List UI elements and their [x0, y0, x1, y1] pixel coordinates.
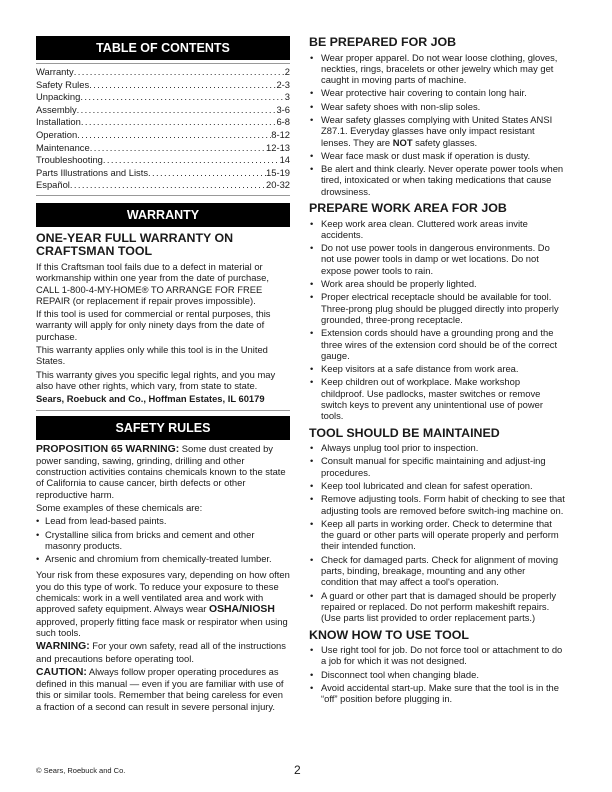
toc-page: 8-12 — [271, 128, 290, 140]
toc-entry[interactable] — [36, 104, 290, 117]
copyright: © Sears, Roebuck and Co. — [36, 766, 126, 775]
list-item: • Check for damaged parts. Check for alignment of moving parts, binding, breakage, mounting and any other condition that may affect a tool's operation. — [309, 554, 565, 588]
prop65-label: PROPOSITION 65 WARNING: — [36, 443, 180, 455]
toc-page: 2 — [284, 66, 290, 77]
examples-list — [36, 515, 290, 564]
list-item: • Consult manual for specific maintaining and adjust-ing procedures. — [309, 455, 565, 478]
warranty-paragraph: This warranty gives you specific legal rights, and you may also have other rights, which vary, from state to state. — [36, 368, 276, 391]
toc-label: Español — [36, 179, 70, 191]
caution-paragraph — [36, 666, 290, 712]
safety-title: SAFETY RULES — [36, 416, 290, 440]
prop65-warning — [36, 443, 290, 500]
toc-entry[interactable] — [36, 129, 290, 142]
list-item: • Avoid accidental start-up. Make sure that the tool is in the “off” position before plugging in. — [309, 682, 565, 705]
list-item: • A guard or other part that is damaged should be properly repaired or replaced. Do not perform makeshift repairs. (Use parts list provided to order replacement parts.) — [309, 590, 565, 624]
toc-entry[interactable] — [36, 154, 290, 167]
dot-leader — [77, 104, 277, 117]
warranty-paragraph: If this tool is used for commercial or rental purposes, this warranty will apply for only ninety days from the date of purchase. — [36, 308, 271, 342]
dot-leader — [74, 66, 285, 79]
toc-label: Installation — [36, 116, 81, 128]
glasses-text: Wear safety glasses complying with United States ANSI Z87.1. Everyday glasses have only impact resistant lenses. They are — [321, 113, 553, 148]
not-emphasis: NOT — [392, 136, 413, 148]
toc-entry[interactable] — [36, 142, 290, 155]
list-item: • Do not use power tools in dangerous environments. Do not use power tools in damp or wet locations. Do not expose power tools to rain. — [309, 242, 565, 276]
examples-intro: Some examples of these chemicals are: — [36, 501, 203, 513]
dot-leader — [89, 79, 276, 92]
dot-leader — [148, 167, 266, 180]
warranty-title: WARRANTY — [36, 203, 290, 227]
toc-page: 15-19 — [266, 166, 290, 178]
list-item: • Disconnect tool when changing blade. — [309, 669, 565, 680]
list-item: • Work area should be properly lighted. — [309, 278, 565, 289]
list-item: • Proper electrical receptacle should be available for tool. Three-prong plug should be plugged directly into properly grounded, three-prong receptacle. — [309, 291, 565, 325]
know-how-heading: KNOW HOW TO USE TOOL — [309, 627, 469, 642]
toc-label: Unpacking — [36, 91, 81, 103]
toc-page: 14 — [279, 154, 290, 166]
toc-entry[interactable] — [36, 167, 290, 180]
be-prepared-heading: BE PREPARED FOR JOB — [309, 35, 457, 49]
warning-paragraph — [36, 640, 290, 664]
toc-label: Safety Rules — [36, 78, 90, 90]
toc-page: 20-32 — [266, 179, 290, 191]
toc-page: 12-13 — [266, 141, 290, 153]
divider — [36, 410, 290, 411]
toc-entry[interactable] — [36, 66, 290, 79]
dot-leader — [77, 129, 271, 142]
caution-text: Always follow proper operating procedures as defined in this manual — even if you are familiar with use of this or similar tools. Remember that being careless for even a fraction of a second can result in severe personal injury. — [36, 665, 284, 712]
work-area-heading: PREPARE WORK AREA FOR JOB — [309, 201, 507, 216]
toc-entry[interactable] — [36, 116, 290, 129]
toc-entry[interactable] — [36, 91, 290, 104]
list-item: • Wear safety shoes with non-slip soles. — [309, 101, 565, 112]
toc-label: Troubleshooting — [36, 154, 103, 166]
list-item: • Lead from lead-based paints. — [36, 515, 290, 526]
warranty-heading: ONE-YEAR FULL WARRANTY ON CRAFTSMAN TOOL — [36, 230, 234, 259]
glasses-text: safety glasses. — [412, 136, 478, 148]
list-item: • Remove adjusting tools. Form habit of checking to see that adjusting tools are removed before switch-ing machine on. — [309, 493, 565, 516]
toc-label: Parts Illustrations and Lists — [36, 166, 149, 178]
toc-label: Maintenance — [36, 141, 90, 153]
be-prepared-list — [309, 52, 565, 198]
list-item: • Wear face mask or dust mask if operation is dusty. — [309, 150, 565, 161]
list-item: • Wear protective hair covering to contain long hair. — [309, 87, 565, 98]
warning-label: WARNING: — [36, 641, 90, 653]
toc-page: 3-6 — [276, 103, 290, 115]
toc-entry[interactable] — [36, 79, 290, 92]
risk-paragraph — [36, 569, 290, 638]
toc-label: Assembly — [36, 103, 77, 115]
prop65-text: Some dust created by power sanding, sawing, grinding, drilling and other construction activities contains chemicals known to the state of California to cause cancer, birth defects or other reproductive harm. — [36, 442, 286, 500]
toc-page: 2-3 — [276, 78, 290, 90]
warranty-paragraph: If this Craftsman tool fails due to a defect in material or workmanship within one year from the date of purchase, CALL 1-800-4-MY-HOME® TO ARRANGE FOR FREE REPAIR (or replacement if repair proves impossible). — [36, 260, 269, 306]
list-item: • Keep visitors at a safe distance from work area. — [309, 363, 565, 374]
left-column — [36, 36, 290, 714]
caution-label: CAUTION: — [36, 666, 87, 678]
maintained-heading: TOOL SHOULD BE MAINTAINED — [309, 425, 500, 440]
toc-label: Operation — [36, 128, 78, 140]
work-area-list — [309, 218, 565, 422]
warranty-paragraph: This warranty applies only while this tool is in the United States. — [36, 344, 268, 367]
dot-leader — [90, 142, 266, 155]
dot-leader — [103, 154, 280, 167]
dot-leader — [80, 91, 284, 104]
list-item: • Always unplug tool prior to inspection. — [309, 442, 565, 453]
page-number: 2 — [294, 763, 301, 777]
list-item: • Be alert and think clearly. Never operate power tools when tired, intoxicated or when taking medications that cause drowsiness. — [309, 163, 565, 197]
list-item: • Wear proper apparel. Do not wear loose clothing, gloves, neckties, rings, bracelets or other jewelry which may get caught in moving parts of machine. — [309, 52, 565, 86]
list-item: • Keep tool lubricated and clean for safest operation. — [309, 480, 565, 491]
list-item: • Use right tool for job. Do not force tool or attachment to do a job for which it was not designed. — [309, 644, 565, 667]
warning-text: For your own safety, read all of the instructions and precautions before operating tool. — [36, 640, 286, 664]
list-item — [309, 114, 565, 148]
table-of-contents — [36, 63, 290, 196]
list-item: • Keep all parts in working order. Check to determine that the guard or other parts will operate properly and perform their intended function. — [309, 518, 565, 552]
risk-text: Your risk from these exposures vary, depending on how often you do this type of work. To reduce your exposure to these chemicals: work in a well ventilated area and work with approved safety equipment. Always wear — [36, 569, 290, 615]
list-item: • Keep children out of workplace. Make workshop childproof. Use padlocks, master switches or remove switch keys to prevent any unintentional use of power tools. — [309, 376, 565, 421]
list-item: • Keep work area clean. Cluttered work areas invite accidents. — [309, 218, 565, 241]
toc-entry[interactable] — [36, 179, 290, 192]
list-item: • Arsenic and chromium from chemically-treated lumber. — [36, 553, 290, 564]
maintained-list — [309, 442, 565, 623]
know-how-list — [309, 644, 565, 704]
right-column — [309, 36, 565, 710]
warranty-address: Sears, Roebuck and Co., Hoffman Estates, IL 60179 — [36, 393, 265, 405]
osha-label: OSHA/NIOSH — [209, 604, 275, 616]
toc-page: 6-8 — [276, 116, 290, 128]
list-item: • Crystalline silica from bricks and cement and other masonry products. — [36, 529, 290, 552]
toc-page: 3 — [284, 91, 290, 103]
risk-text: approved, properly fitting face mask or respirator when using such tools. — [36, 615, 288, 638]
dot-leader — [81, 116, 277, 129]
dot-leader — [70, 179, 266, 192]
toc-title: TABLE OF CONTENTS — [36, 36, 290, 60]
toc-label: Warranty — [36, 66, 74, 77]
list-item: • Extension cords should have a grounding prong and the three wires of the extension cord should be of the correct gauge. — [309, 327, 565, 361]
